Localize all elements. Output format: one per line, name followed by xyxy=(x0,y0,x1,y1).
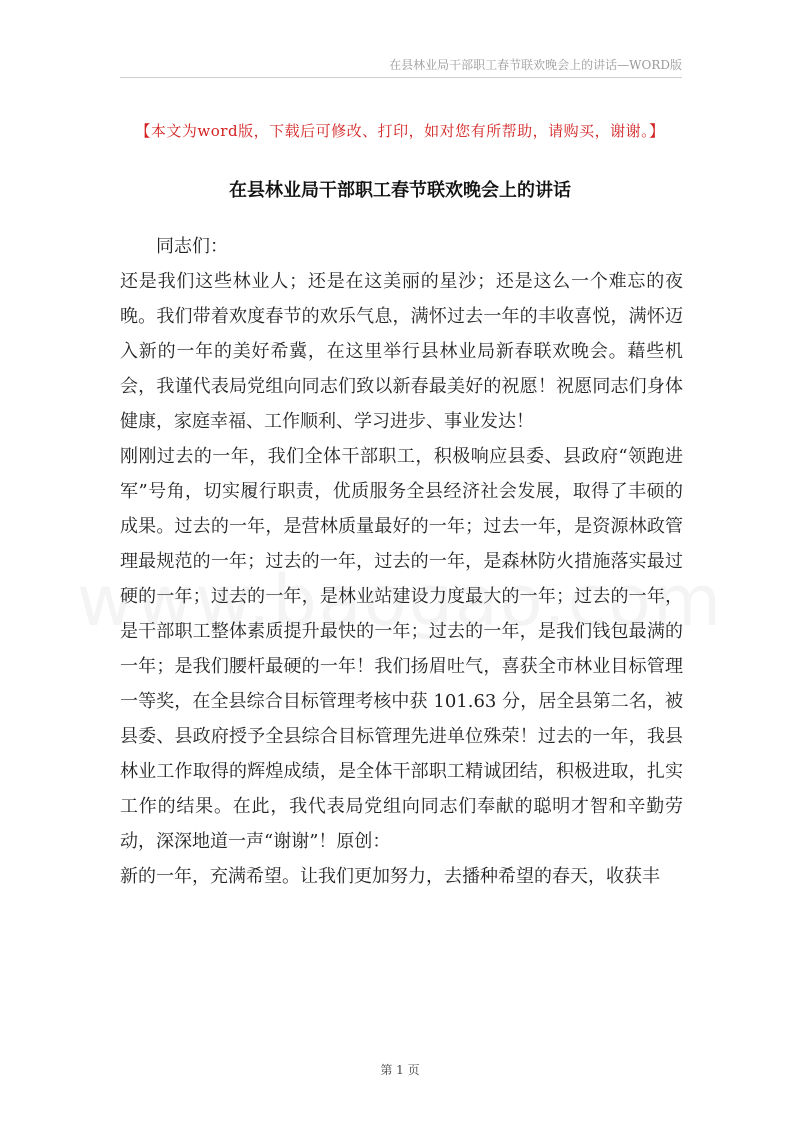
salutation: 同志们： xyxy=(156,236,228,257)
purchase-notice: 【本文为word版，下载后可修改、打印，如对您有所帮助，请购买，谢谢。】 xyxy=(135,122,665,140)
paragraph-3: 新的一年，充满希望。让我们更加努力，去播种希望的春天，收获丰 xyxy=(120,866,660,887)
document-body xyxy=(120,229,683,894)
page-header: 在县林业局干部职工春节联欢晚会上的讲话—WORD版 xyxy=(120,56,682,78)
document-title: 在县林业局干部职工春节联欢晚会上的讲话 xyxy=(229,180,571,201)
paragraph-1: 还是我们这些林业人；还是在这美丽的星沙；还是这么一个难忘的夜晚。我们带着欢度春节的欢乐气息，满怀过去一年的丰收喜悦，满怀迈入新的一年的美好希冀，在这里举行县林业局新春联欢晚会。藉些机会，我谨代表局党组向同志们致以新春最美好的祝愿！祝愿同志们身体健康，家庭幸福、工作顺利、学习进步、事业发达！ xyxy=(120,271,683,432)
page-number: 第 1 页 xyxy=(380,1063,420,1077)
paragraph-2: 刚刚过去的一年，我们全体干部职工，积极响应县委、县政府“领跑进军”号角，切实履行职责，优质服务全县经济社会发展，取得了丰硕的成果。过去的一年，是营林质量最好的一年；过去一年，是资源林政管理最规范的一年；过去的一年，过去的一年，是森林防火措施落实最过硬的一年；过去的一年，是林业站建设力度最大的一年；过去的一年，是干部职工整体素质提升最快的一年；过去的一年，是我们钱包最满的一年；是我们腰杆最硬的一年！我们扬眉吐气，喜获全市林业目标管理一等奖，在全县综合目标管理考核中获 101.63 分，居全县第二名，被县委、县政府授予全县综合目标管理先进单位殊荣！过去的一年，我县林业工作取得的辉煌成绩，是全体干部职工精诚团结，积极进取，扎实工作的结果。在此，我代表局党组向同志们奉献的聪明才智和辛勤劳动，深深地道一声“谢谢”！原创： xyxy=(120,446,683,852)
